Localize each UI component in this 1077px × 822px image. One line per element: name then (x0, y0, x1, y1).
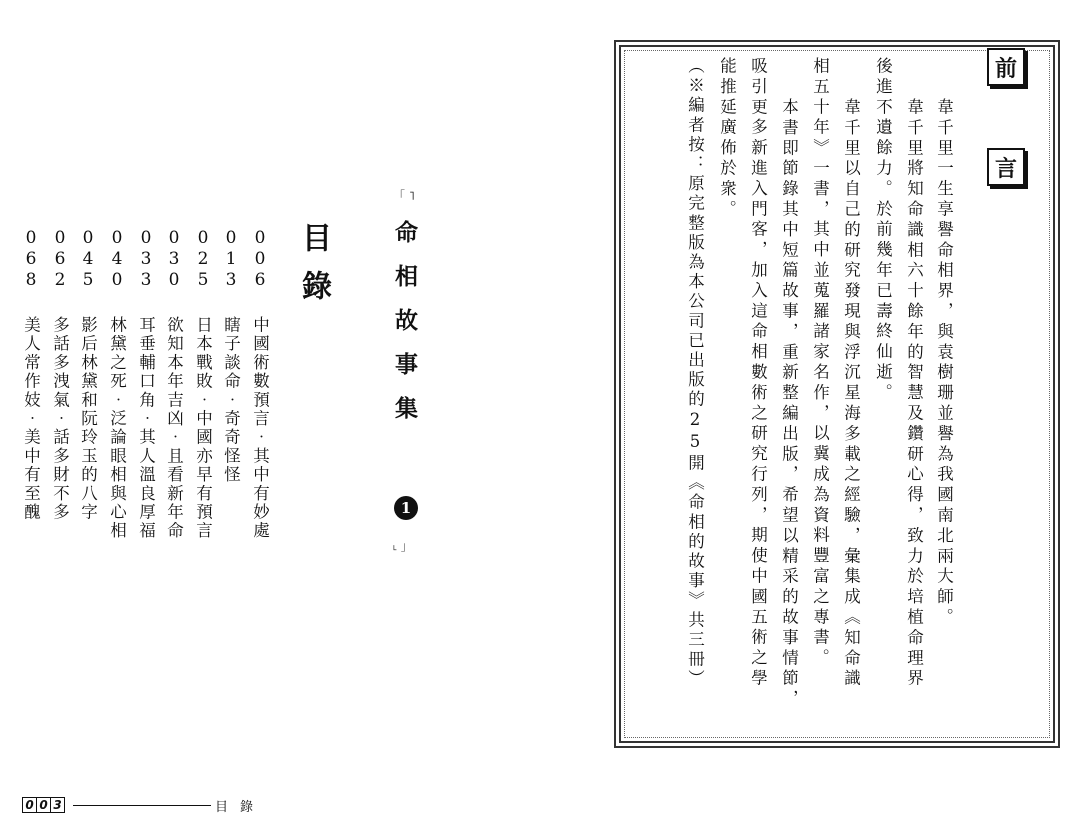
preface-line: 相五十年》一書，其中並蒐羅諸家名作，以冀成為資料豐富之專書。 (810, 57, 830, 669)
series-bracket-bottom: ˪ 」 (393, 539, 413, 553)
page-digit: 0 (25, 798, 34, 812)
footer-rule (73, 805, 211, 806)
toc-entry-title: 耳垂輔口角‧其人溫良厚福 (136, 316, 156, 541)
toc-entry-title: 欲知本年吉凶‧且看新年命 (164, 316, 184, 541)
preface-line: （※編者按：原完整版為本公司已出版的25開《命相的故事》共三冊） (685, 57, 705, 690)
page-digit: 0 (36, 798, 50, 812)
footer-label: 目錄 (215, 799, 266, 815)
toc-page-number: 0 3 0 (168, 228, 180, 290)
preface-line: 能推延廣佈於衆。 (717, 57, 737, 221)
page-footer (22, 796, 265, 814)
toc-entry-title: 影后林黛和阮玲玉的八字 (78, 316, 98, 522)
toc-page-number: 0 4 0 (111, 228, 123, 290)
toc-page-number: 0 1 3 (225, 228, 237, 290)
toc-entry-title: 中國術數預言‧其中有妙處 (250, 316, 270, 541)
series-title: 命相故事集 (391, 220, 418, 440)
preface-line: 韋千里一生享譽命相界，與袁樹珊並譽為我國南北兩大師。 (934, 98, 954, 629)
toc-entry-title: 美人常作妓‧美中有至醜 (21, 316, 41, 522)
toc-page-number: 0 0 6 (254, 228, 266, 290)
series-volume-badge: 1 (394, 496, 418, 520)
preface-title-char-1: 前 (987, 48, 1025, 86)
preface-title-char-2: 言 (987, 148, 1025, 186)
preface-line: 後進不遺餘力。於前幾年已壽終仙逝。 (873, 57, 893, 404)
preface-line: 韋千里以自己的研究發現與浮沉星海多載之經驗，彙集成《知命識 (841, 98, 861, 690)
toc-entry-title: 瞎子談命‧奇奇怪怪 (221, 316, 241, 485)
toc-page-number: 0 2 5 (197, 228, 209, 290)
toc-page-number: 0 4 5 (82, 228, 94, 290)
series-bracket-top: 「 ˥ (393, 189, 415, 203)
toc-heading: 目錄 (296, 222, 331, 318)
page-number-box (22, 797, 65, 813)
toc-page-number: 0 6 8 (25, 228, 37, 290)
toc-entry-title: 多話多洩氣‧話多財不多 (50, 316, 70, 522)
toc-page-number: 0 3 3 (140, 228, 152, 290)
toc-page-number: 0 6 2 (54, 228, 66, 290)
preface-line: 本書即節錄其中短篇故事，重新整編出版，希望以精采的故事情節， (779, 98, 799, 710)
preface-line: 韋千里將知命識相六十餘年的智慧及鑽研心得，致力於培植命理界 (904, 98, 924, 690)
preface-line: 吸引更多新進入門客，加入這命相數術之研究行列，期使中國五術之學 (748, 57, 768, 690)
toc-entry-title: 林黛之死‧泛論眼相與心相 (107, 316, 127, 541)
toc-entry-title: 日本戰敗‧中國亦早有預言 (193, 316, 213, 541)
preface-frame (614, 40, 1060, 748)
page-digit: 3 (50, 798, 64, 812)
